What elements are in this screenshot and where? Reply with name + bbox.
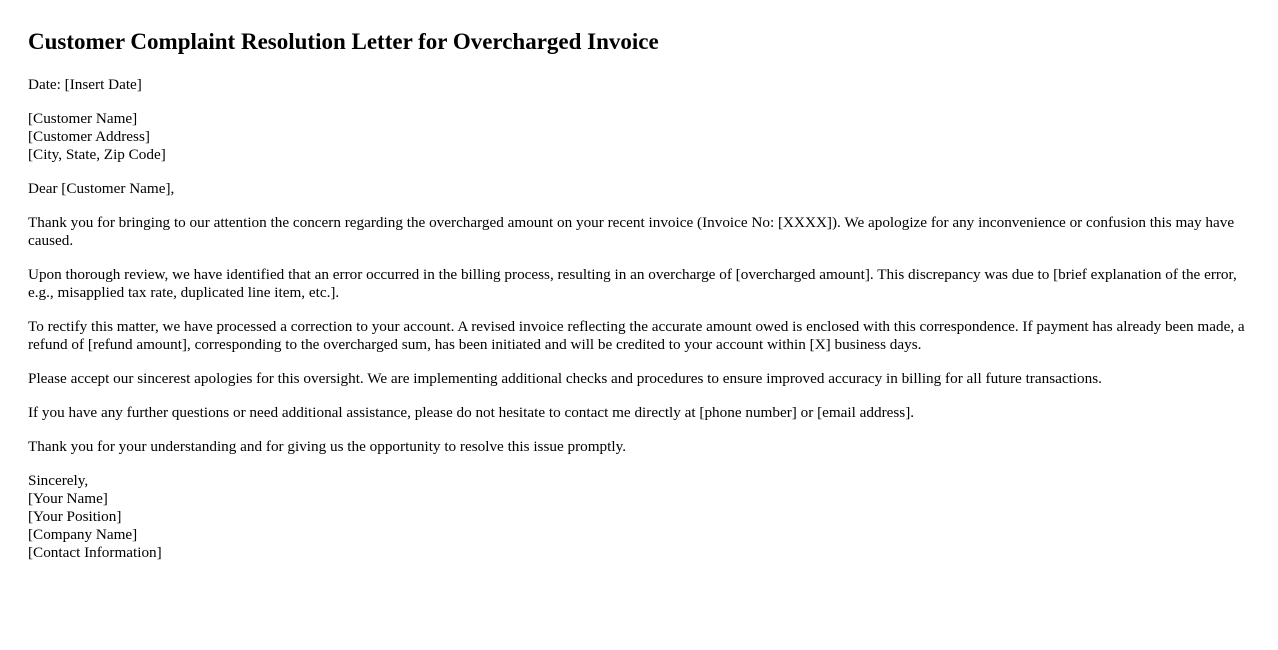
body-paragraph: Upon thorough review, we have identified that an error occurred in the billing process, resulting in an overcharge of [overcharged amount]. This discrepancy was due to [brief explanation of the error, e.g., misapplied tax rate, duplicated line item, etc.]. [28, 266, 1237, 301]
body-paragraph: Thank you for bringing to our attention the concern regarding the overcharged amount on your recent invoice (Invoice No: [XXXX]). We apologize for any inconvenience or confusion this may have caused. [28, 214, 1235, 249]
company-name-line: [Company Name] [28, 526, 138, 543]
body-paragraph: Please accept our sincerest apologies for this oversight. We are implementing additional checks and procedures to ensure improved accuracy in billing for all future transactions. [28, 370, 1102, 387]
body-paragraph: Thank you for your understanding and for giving us the opportunity to resolve this issue promptly. [28, 438, 626, 455]
signer-name-line: [Your Name] [28, 490, 108, 507]
recipient-address-line: [Customer Address] [28, 128, 150, 145]
recipient-name-line: [Customer Name] [28, 110, 138, 127]
contact-information-line: [Contact Information] [28, 544, 162, 561]
body-paragraph: To rectify this matter, we have processed a correction to your account. A revised invoice reflecting the accurate amount owed is enclosed with this correspondence. If payment has already been made, a refund of [refund amount], corresponding to the overcharged sum, has been initiated and will be credited to your account within [X] business days. [28, 318, 1245, 353]
recipient-address-block [28, 110, 1250, 164]
recipient-city-line: [City, State, Zip Code] [28, 146, 166, 163]
date-line: Date: [Insert Date] [28, 76, 142, 93]
body-paragraph: If you have any further questions or need additional assistance, please do not hesitate to contact me directly at [phone number] or [email address]. [28, 404, 915, 421]
closing-line: Sincerely, [28, 472, 89, 489]
page-title: Customer Complaint Resolution Letter for Overcharged Invoice [28, 29, 659, 54]
signer-position-line: [Your Position] [28, 508, 122, 525]
salutation: Dear [Customer Name], [28, 180, 175, 197]
